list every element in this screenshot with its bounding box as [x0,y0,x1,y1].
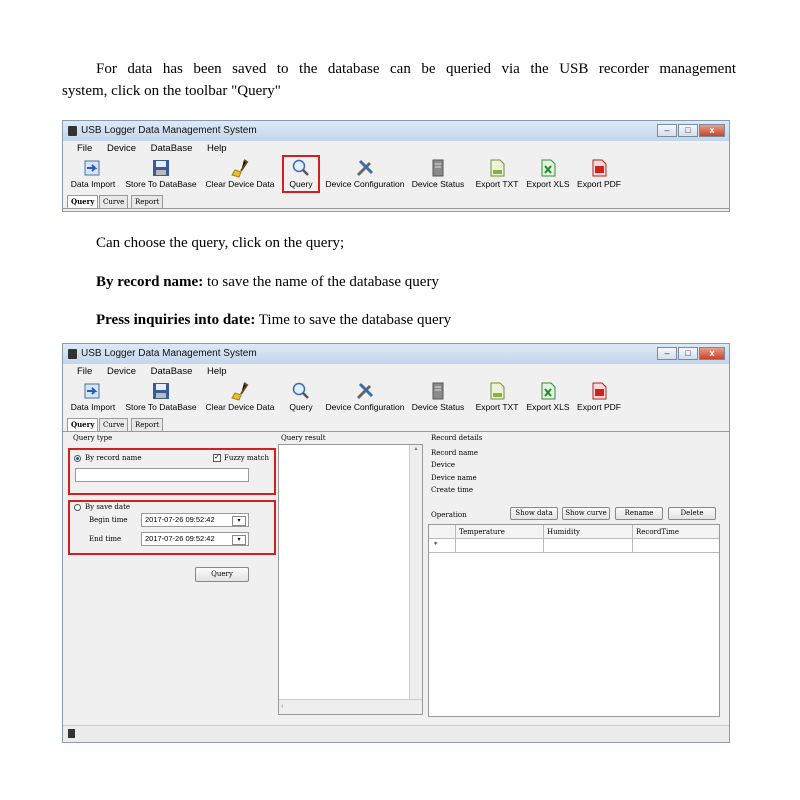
status-bar [63,725,729,742]
export-xls-button-2[interactable] [524,379,572,415]
clear-device-button-2[interactable] [203,379,277,415]
app-icon [68,126,77,136]
server-icon [428,158,448,178]
app-icon-2 [68,349,77,359]
toolbar [63,156,729,194]
begin-time-value: 2017-07-26 09:52:42 [145,515,215,524]
broom-icon [230,381,250,401]
device-configuration-label: Device Configuration [325,179,405,189]
import-icon [83,381,103,401]
export-txt-button-2[interactable] [473,379,521,415]
tools-icon [355,158,375,178]
tab-bar-2 [63,417,729,432]
save-date-radio[interactable] [74,504,81,511]
menu-help-2[interactable]: Help [207,366,227,377]
intro-line-2: system, click on the toolbar "Query" [62,83,281,99]
paragraph-3-bold: By record name: [96,274,204,290]
paragraph-4-text: Time to save the database query [255,312,452,328]
data-grid[interactable] [428,524,720,717]
device-configuration-button[interactable] [323,156,407,192]
minimize-button-2[interactable]: – [657,347,677,360]
server-icon [428,381,448,401]
txt-file-icon [487,381,507,401]
record-name-input[interactable] [75,468,249,482]
paragraph-2: Can choose the query, click on the query; [96,235,345,251]
tools-icon [355,381,375,401]
show-curve-button[interactable]: Show curve [562,507,610,520]
tab-report[interactable]: Report [131,195,163,208]
toolbar-2 [63,379,729,417]
store-database-button-2[interactable] [121,379,201,415]
magnifier-icon [291,381,311,401]
query-label-2: Query [289,402,313,412]
title-bar-2 [63,344,729,364]
device-configuration-button-2[interactable] [323,379,407,415]
close-button[interactable]: x [699,124,725,137]
broom-icon [230,158,250,178]
txt-file-icon [487,158,507,178]
delete-button[interactable]: Delete [668,507,716,520]
export-pdf-button[interactable] [575,156,623,192]
operation-label: Operation [431,511,467,519]
query-result-title: Query result [281,434,326,442]
clear-device-label-2: Clear Device Data [205,402,275,412]
menu-file[interactable]: File [77,143,93,154]
data-import-button[interactable] [67,156,119,192]
import-icon [83,158,103,178]
by-save-date-label: By save date [85,503,131,511]
rename-button[interactable]: Rename [615,507,663,520]
device-status-button[interactable] [410,156,466,192]
menu-device[interactable]: Device [106,143,136,154]
tab-query[interactable]: Query [67,195,98,208]
query-area [63,432,729,722]
menu-database-2[interactable]: DataBase [150,366,193,377]
grid-divider [543,525,544,553]
grid-divider [632,525,633,553]
fuzzy-match-label: Fuzzy match [224,454,269,462]
tab-curve-2[interactable]: Curve [99,418,128,431]
query-button[interactable] [283,156,319,192]
end-time-label: End time [89,535,122,543]
intro-paragraph [96,58,736,80]
app-window-1 [62,120,730,212]
export-pdf-label-2: Export PDF [577,402,621,412]
grid-header [429,525,719,539]
data-import-button-2[interactable] [67,379,119,415]
clear-device-button[interactable] [203,156,277,192]
device-status-label: Device Status [411,179,465,189]
export-xls-label-2: Export XLS [526,402,570,412]
export-txt-button[interactable] [473,156,521,192]
table-row[interactable] [429,538,719,553]
begin-time-label: Begin time [89,516,128,524]
data-import-label: Data Import [70,179,116,189]
store-database-label: Store To DataBase [125,179,197,189]
query-result-list[interactable] [278,444,423,715]
close-button-2[interactable]: x [699,347,725,360]
device-status-label-2: Device Status [411,402,465,412]
tab-bar [63,194,729,209]
paragraph-3-text: to save the name of the database query [203,274,439,290]
create-time-detail: Create time [431,486,474,494]
minimize-button[interactable]: – [657,124,677,137]
new-row-marker: * [434,541,438,549]
export-xls-label: Export XLS [526,179,570,189]
scrollbar-horizontal[interactable]: ‹ [279,699,422,714]
menu-file-2[interactable]: File [77,366,93,377]
pdf-file-icon [589,381,609,401]
menu-database[interactable]: DataBase [150,143,193,154]
menu-help[interactable]: Help [207,143,227,154]
record-name-radio[interactable] [74,455,81,462]
column-recordtime[interactable]: RecordTime [636,528,680,536]
device-name-detail: Device name [431,474,477,482]
query-type-title: Query type [73,434,113,442]
calendar-icon[interactable]: ▾ [232,516,246,526]
calendar-icon[interactable]: ▾ [232,535,246,545]
intro-line-1: For data has been saved to the database can be queried via the USB recorder management [96,61,736,77]
store-database-button[interactable] [121,156,201,192]
query-label: Query [289,179,313,189]
run-query-button[interactable]: Query [195,567,249,582]
device-detail: Device [431,461,456,469]
floppy-icon [151,381,171,401]
device-configuration-label-2: Device Configuration [325,402,405,412]
column-temperature[interactable]: Temperature [459,528,505,536]
fuzzy-match-checkbox[interactable]: ✓ [214,454,220,461]
paragraph-4 [96,309,451,331]
title-bar [63,121,729,141]
device-status-button-2[interactable] [410,379,466,415]
scrollbar-vertical[interactable]: ▴ [409,445,422,700]
end-time-value: 2017-07-26 09:52:42 [145,534,215,543]
menu-bar [63,141,729,156]
by-record-name-label: By record name [85,454,142,462]
record-name-detail: Record name [431,449,479,457]
menu-bar-2 [63,364,729,379]
record-details-title: Record details [431,434,483,442]
window-title-2: USB Logger Data Management System [81,348,257,359]
paragraph-4-bold: Press inquiries into date: [96,312,256,328]
tab-curve[interactable]: Curve [99,195,128,208]
magnifier-icon [291,158,311,178]
paragraph-3 [96,271,439,293]
maximize-button-2[interactable]: □ [678,347,698,360]
floppy-icon [151,158,171,178]
maximize-button[interactable]: □ [678,124,698,137]
column-humidity[interactable]: Humidity [547,528,580,536]
export-xls-button[interactable] [524,156,572,192]
export-txt-label-2: Export TXT [475,402,519,412]
query-button-2[interactable] [283,379,319,415]
show-data-button[interactable]: Show data [510,507,558,520]
store-database-label-2: Store To DataBase [125,402,197,412]
data-import-label-2: Data Import [70,402,116,412]
end-time-picker[interactable] [141,532,249,546]
tab-query-2[interactable]: Query [67,418,98,431]
grid-divider [455,525,456,553]
tab-report-2[interactable]: Report [131,418,163,431]
status-icon [68,729,75,738]
xls-file-icon [538,158,558,178]
menu-device-2[interactable]: Device [106,366,136,377]
window-title: USB Logger Data Management System [81,125,257,136]
xls-file-icon [538,381,558,401]
export-txt-label: Export TXT [475,179,519,189]
pdf-file-icon [589,158,609,178]
export-pdf-button-2[interactable] [575,379,623,415]
begin-time-picker[interactable] [141,513,249,527]
clear-device-label: Clear Device Data [205,179,275,189]
export-pdf-label: Export PDF [577,179,621,189]
app-window-2 [62,343,730,743]
